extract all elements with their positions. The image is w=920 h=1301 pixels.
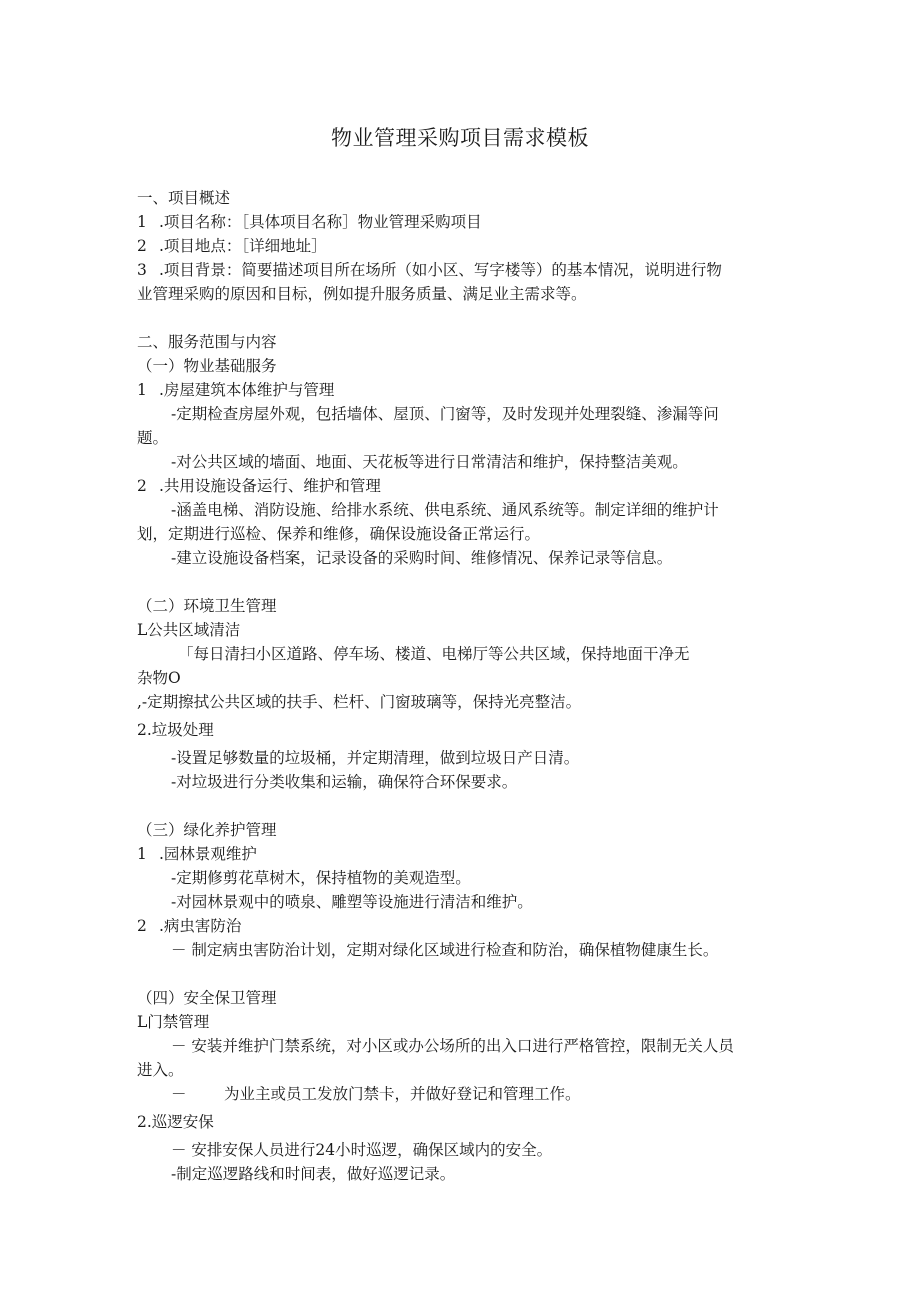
list-text: .项目地点：［详细地址］ xyxy=(159,237,327,255)
list-item xyxy=(137,210,482,234)
list-item xyxy=(137,914,241,938)
bullet-line: -建立设施设备档案，记录设备的采购时间、维修情况、保养记录等信息。 xyxy=(171,549,673,567)
list-item xyxy=(137,842,257,866)
paragraph-line: 划，定期进行巡检、保养和维修，确保设施设备正常运行。 xyxy=(137,525,541,543)
paragraph-line: 题。 xyxy=(137,429,169,447)
bullet-line: -对园林景观中的喷泉、雕塑等设施进行清洁和维护。 xyxy=(171,893,533,911)
bullet-line: － 安排安保人员进行24小时巡逻，确保区域内的安全。 xyxy=(171,1141,553,1159)
list-item: L门禁管理 xyxy=(137,1013,210,1031)
subsection-heading: （四）安全保卫管理 xyxy=(137,989,277,1007)
list-number: 2 xyxy=(137,237,147,255)
list-item xyxy=(137,234,327,258)
subsection-heading: （三）绿化养护管理 xyxy=(137,821,277,839)
list-text: .园林景观维护 xyxy=(159,845,257,863)
list-text: .房屋建筑本体维护与管理 xyxy=(159,381,335,399)
paragraph-line: 业管理采购的原因和目标，例如提升服务质量、满足业主需求等。 xyxy=(137,285,587,303)
list-number: 3 xyxy=(137,261,147,279)
bullet-line: -对公共区域的墙面、地面、天花板等进行日常清洁和维护，保持整洁美观。 xyxy=(171,453,688,471)
list-item: 2.巡逻安保 xyxy=(137,1113,214,1131)
list-number: 1 xyxy=(137,381,147,399)
bullet-marker: － xyxy=(171,1085,187,1103)
subsection-heading: （一）物业基础服务 xyxy=(137,357,277,375)
list-number: 2 xyxy=(137,477,147,495)
bullet-line: -定期修剪花草树木，保持植物的美观造型。 xyxy=(171,869,471,887)
list-text: .项目名称：［具体项目名称］物业管理采购项目 xyxy=(159,213,482,231)
list-item: 2.垃圾处理 xyxy=(137,721,214,739)
paragraph-line: 进入。 xyxy=(137,1061,184,1079)
paragraph-line: 杂物O xyxy=(137,669,181,687)
list-text: .共用设施设备运行、维护和管理 xyxy=(159,477,381,495)
section-heading-2: 二、服务范围与内容 xyxy=(137,333,277,351)
bullet-line: -对垃圾进行分类收集和运输，确保符合环保要求。 xyxy=(171,773,518,791)
list-text: .项目背景：简要描述项目所在场所（如小区、写字楼等）的基本情况，说明进行物 xyxy=(159,261,722,279)
bullet-line: -制定巡逻路线和时间表，做好巡逻记录。 xyxy=(171,1165,456,1183)
bullet-line: ,-定期擦拭公共区域的扶手、栏杆、门窗玻璃等，保持光亮整洁。 xyxy=(137,693,582,711)
bullet-line: -定期检查房屋外观，包括墙体、屋顶、门窗等，及时发现并处理裂缝、渗漏等问 xyxy=(171,405,719,423)
list-item: L公共区域清洁 xyxy=(137,621,241,639)
list-text: .病虫害防治 xyxy=(159,917,242,935)
list-item xyxy=(137,474,381,498)
bullet-line: 「每日清扫小区道路、停车场、楼道、电梯厅等公共区域，保持地面干净无 xyxy=(178,645,690,663)
list-item xyxy=(137,378,334,402)
list-number: 2 xyxy=(137,917,147,935)
bullet-line: － 制定病虫害防治计划，定期对绿化区域进行检查和防治，确保植物健康生长。 xyxy=(171,941,719,959)
subsection-heading: （二）环境卫生管理 xyxy=(137,597,277,615)
list-item xyxy=(137,258,722,282)
document-title: 物业管理采购项目需求模板 xyxy=(331,126,589,150)
section-heading-1: 一、项目概述 xyxy=(137,189,231,207)
bullet-line: 为业主或员工发放门禁卡，并做好登记和管理工作。 xyxy=(224,1085,581,1103)
bullet-line: － 安装并维护门禁系统，对小区或办公场所的出入口进行严格管控，限制无关人员 xyxy=(171,1037,734,1055)
bullet-line: -设置足够数量的垃圾桶，并定期清理，做到垃圾日产日清。 xyxy=(171,749,580,767)
bullet-line: -涵盖电梯、消防设施、给排水系统、供电系统、通风系统等。制定详细的维护计 xyxy=(171,501,719,519)
list-number: 1 xyxy=(137,845,147,863)
list-number: 1 xyxy=(137,213,147,231)
